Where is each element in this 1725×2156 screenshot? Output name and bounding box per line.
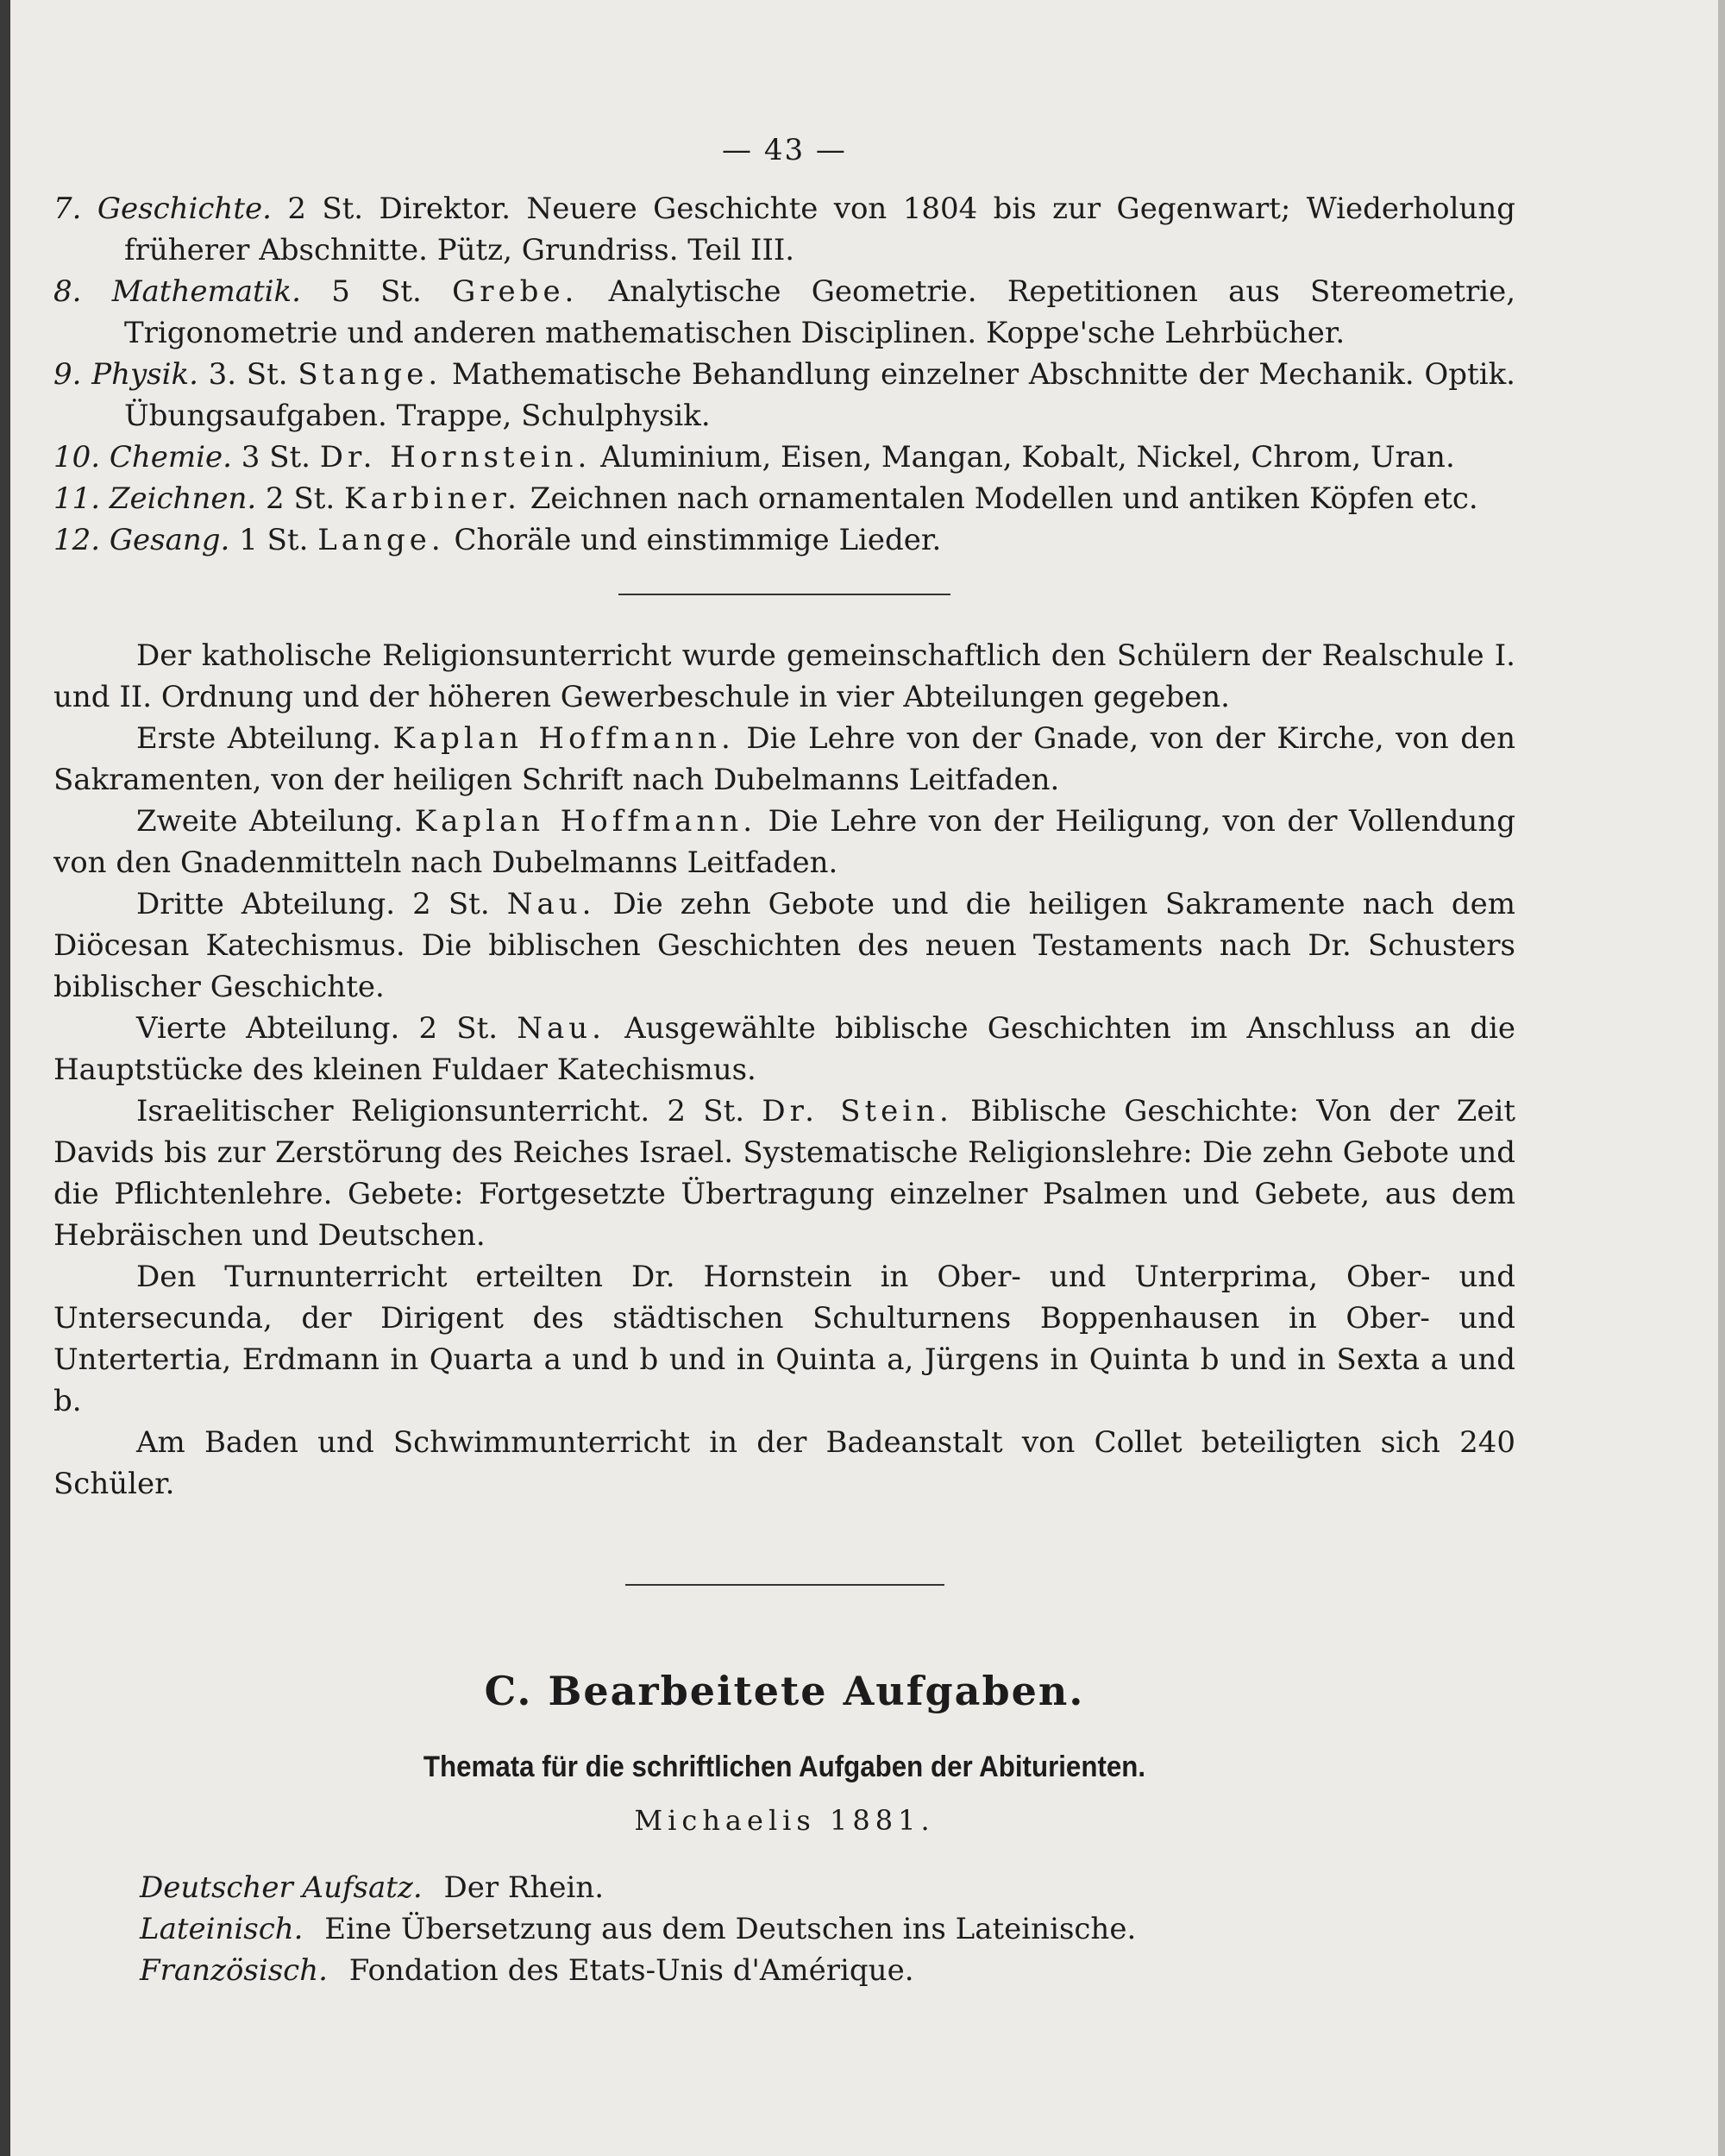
subject-name: Mathematik. bbox=[111, 274, 301, 309]
subject-number: 7. bbox=[53, 192, 82, 226]
religion-intro: Der katholische Religionsunterricht wurde gemeinschaftlich den Schülern der Realschule I. und II. Ordnung und der höheren Gewerbeschule in vier Abteilungen gegeben. bbox=[53, 638, 1515, 714]
division-text: Die zehn Gebote und die heiligen Sakramente nach dem Diöcesan Katechismus. Die biblischen Geschichten des neuen Testaments nach Dr. Schusters biblischer Geschichte. bbox=[53, 887, 1516, 1004]
subject-item bbox=[53, 478, 1515, 519]
subject-name: Geschichte. bbox=[97, 192, 272, 226]
division-label: Dritte Abteilung. bbox=[136, 887, 396, 921]
division-paragraph bbox=[53, 718, 1515, 801]
subject-item bbox=[53, 519, 1515, 561]
division-label: Erste Abteilung. bbox=[136, 721, 381, 756]
scan-right-edge bbox=[1718, 0, 1725, 2156]
exam-item bbox=[53, 1867, 1515, 1908]
subject-teacher: Lange. bbox=[317, 523, 445, 557]
swimming-paragraph: Am Baden und Schwimmunterricht in der Badeanstalt von Collet beteiligten sich 240 Schüler. bbox=[53, 1425, 1515, 1501]
subject-hours: 3. St. bbox=[208, 357, 288, 392]
subject-item bbox=[53, 188, 1515, 271]
exam-text: Fondation des Etats-Unis d'Amérique. bbox=[348, 1953, 914, 1988]
divider-rule bbox=[625, 1584, 944, 1586]
division-hours: 2 St. bbox=[412, 887, 490, 921]
exam-date: Michaelis 1881. bbox=[634, 1804, 935, 1837]
division-paragraph bbox=[53, 1008, 1515, 1091]
division-teacher: Nau. bbox=[517, 1011, 605, 1046]
subject-teacher: Direktor. bbox=[379, 192, 511, 226]
subject-teacher: Dr. Hornstein. bbox=[319, 440, 592, 475]
exam-label: Deutscher Aufsatz. bbox=[140, 1870, 423, 1905]
subject-item bbox=[53, 354, 1515, 437]
exam-item bbox=[53, 1950, 1515, 1991]
subject-item bbox=[53, 271, 1515, 354]
subject-hours: 2 St. bbox=[266, 481, 336, 516]
exam-label: Französisch. bbox=[140, 1953, 328, 1988]
division-teacher: Kaplan Hoffmann. bbox=[392, 721, 735, 756]
subject-number: 8. bbox=[53, 274, 82, 309]
subject-text: Zeichnen nach ornamentalen Modellen und antiken Köpfen etc. bbox=[530, 481, 1478, 516]
division-teacher: Kaplan Hoffmann. bbox=[414, 804, 757, 839]
division-label: Zweite Abteilung. bbox=[136, 804, 404, 839]
division-text: Biblische Geschichte: Von der Zeit Davids bis zur Zerstörung des Reiches Israel. Systematische Religionslehre: Die zehn Gebote und die Pflichtenlehre. Gebete: Fortgesetzte Übertragung einzelner Psalmen und Gebete, aus dem Hebräischen und Deutschen. bbox=[53, 1094, 1516, 1253]
exam-text: Eine Übersetzung aus dem Deutschen ins Lateinische. bbox=[324, 1912, 1137, 1946]
subject-number: 10. bbox=[53, 440, 101, 475]
divider-rule bbox=[618, 594, 950, 595]
division-teacher: Nau. bbox=[506, 887, 596, 921]
scan-left-edge bbox=[0, 0, 10, 2156]
subject-list bbox=[53, 188, 1515, 561]
subject-name: Gesang. bbox=[109, 523, 230, 557]
subject-number: 11. bbox=[53, 481, 101, 516]
themes-title: Themata für die schriftlichen Aufgaben der Abiturienten. bbox=[423, 1751, 1146, 1783]
division-hours: 2 St. bbox=[667, 1094, 745, 1128]
page-number: — 43 — bbox=[722, 133, 847, 167]
subject-number: 12. bbox=[53, 523, 101, 557]
exam-item bbox=[53, 1908, 1515, 1950]
subject-hours: 1 St. bbox=[239, 523, 309, 557]
subject-text: Mathematische Behandlung einzelner Abschnitte der Mechanik. Optik. Übungsaufgaben. Trappe, Schulphysik. bbox=[124, 357, 1515, 433]
subject-hours: 5 St. bbox=[331, 274, 422, 309]
section-heading: C. Bearbeitete Aufgaben. bbox=[484, 1668, 1085, 1714]
subject-hours: 3 St. bbox=[241, 440, 310, 475]
subject-text: Choräle und einstimmige Lieder. bbox=[454, 523, 942, 557]
subject-hours: 2 St. bbox=[287, 192, 364, 226]
subject-item bbox=[53, 437, 1515, 478]
subject-number: 9. bbox=[53, 357, 82, 392]
page-content bbox=[53, 129, 1515, 1991]
division-hours: 2 St. bbox=[418, 1011, 499, 1046]
division-teacher: Dr. Stein. bbox=[762, 1094, 953, 1128]
gymnastics-paragraph: Den Turnunterricht erteilten Dr. Hornstein in Ober- und Unterprima, Ober- und Untersecunda, der Dirigent des städtischen Schulturnens Boppenhausen in Ober- und Untertertia, Erdmann in Quarta a und b und in Quinta a, Jürgens in Quinta b und in Sexta a und b. bbox=[53, 1260, 1515, 1418]
subject-text: Neuere Geschichte von 1804 bis zur Gegenwart; Wiederholung früherer Abschnitte. Pütz, Grundriss. Teil III. bbox=[124, 192, 1516, 267]
division-text: Ausgewählte biblische Geschichten im Anschluss an die Hauptstücke des kleinen Fuldaer Katechismus. bbox=[53, 1011, 1516, 1087]
subject-text: Aluminium, Eisen, Mangan, Kobalt, Nickel, Chrom, Uran. bbox=[600, 440, 1455, 475]
subject-name: Physik. bbox=[91, 357, 198, 392]
exam-label: Lateinisch. bbox=[140, 1912, 304, 1946]
subject-text: Analytische Geometrie. Repetitionen aus Stereometrie, Trigonometrie und anderen mathematischen Disciplinen. Koppe'sche Lehrbücher. bbox=[124, 274, 1516, 350]
subject-name: Chemie. bbox=[109, 440, 232, 475]
exam-list bbox=[53, 1867, 1515, 1991]
division-paragraph bbox=[53, 883, 1515, 1008]
subject-teacher: Grebe. bbox=[452, 274, 579, 309]
exam-text: Der Rhein. bbox=[443, 1870, 605, 1905]
religion-section bbox=[53, 635, 1515, 1505]
division-paragraph bbox=[53, 801, 1515, 883]
subject-name: Zeichnen. bbox=[109, 481, 257, 516]
subject-teacher: Stange. bbox=[298, 357, 442, 392]
subject-teacher: Karbiner. bbox=[344, 481, 521, 516]
division-text: Die Lehre von der Heiligung, von der Vollendung von den Gnadenmitteln nach Dubelmanns Leitfaden. bbox=[53, 804, 1516, 880]
division-paragraph bbox=[53, 1091, 1515, 1256]
division-text: Die Lehre von der Gnade, von der Kirche, von den Sakramenten, von der heiligen Schrift nach Dubelmanns Leitfaden. bbox=[53, 721, 1516, 797]
division-label: Vierte Abteilung. bbox=[136, 1011, 400, 1046]
division-label: Israelitischer Religionsunterricht. bbox=[136, 1094, 650, 1128]
